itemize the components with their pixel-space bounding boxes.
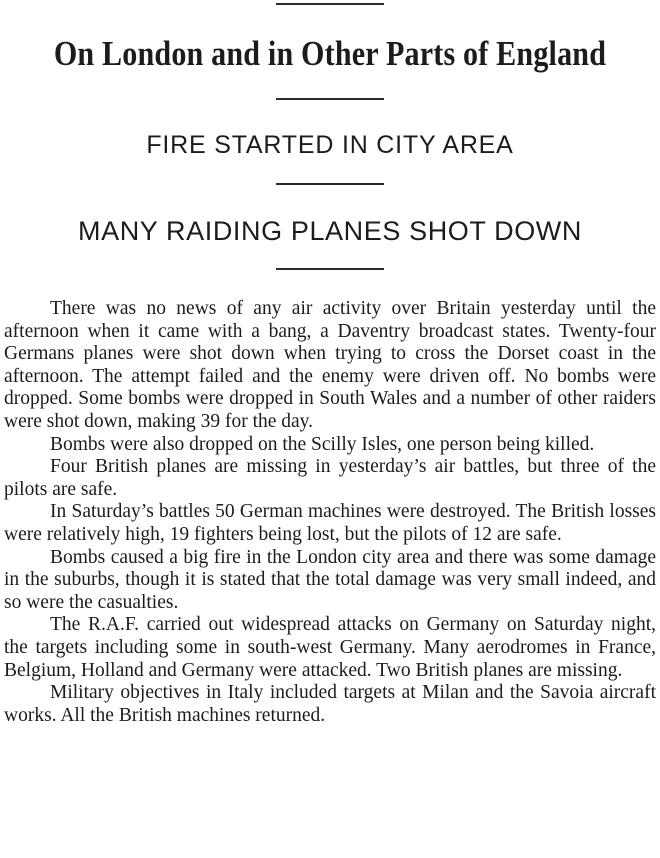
article-paragraph: Bombs were also dropped on the Scilly Isles, one person being killed. xyxy=(50,433,595,455)
headline-divider xyxy=(276,98,384,100)
article-paragraph: Bombs caused a big fire in the London city area and there was some damage in the suburbs, though it is stated that the total damage was very small indeed, and so were the casualties. xyxy=(4,546,656,613)
article-paragraph: In Saturday’s battles 50 German machines were destroyed. The British losses were relatively high, 19 fighters being lost, but the pilots of 12 are safe. xyxy=(4,501,656,545)
article-paragraph: Four British planes are missing in yesterday’s air battles, but three of the pilots are safe. xyxy=(4,456,656,500)
article-paragraph: Military objectives in Italy included targets at Milan and the Savoia aircraft works. All the British machines returned. xyxy=(4,682,656,726)
article-subheadline-planes: MANY RAIDING PLANES SHOT DOWN xyxy=(78,216,582,246)
article-body xyxy=(4,298,656,727)
article-headline: On London and in Other Parts of England xyxy=(53,34,607,73)
article-paragraph: There was no news of any air activity over Britain yesterday until the afternoon when it came with a bang, a Daventry broadcast states. Twenty-four Germans planes were shot down when trying to cross the Dorset coast in the afternoon. The attempt failed and the enemy were driven off. No bombs were dropped. Some bombs were dropped in South Wales and a number of other raiders were shot down, making 39 for the day. xyxy=(4,298,656,432)
subheadline-divider-2 xyxy=(276,268,384,270)
article-subheadline-fire: FIRE STARTED IN CITY AREA xyxy=(146,131,514,159)
article-paragraph: The R.A.F. carried out widespread attacks on Germany on Saturday night, the targets including some in south-west Germany. Many aerodromes in France, Belgium, Holland and Germany were attacked. Two British planes are missing. xyxy=(4,614,656,681)
top-rule xyxy=(276,3,384,5)
subheadline-divider-1 xyxy=(276,183,384,185)
